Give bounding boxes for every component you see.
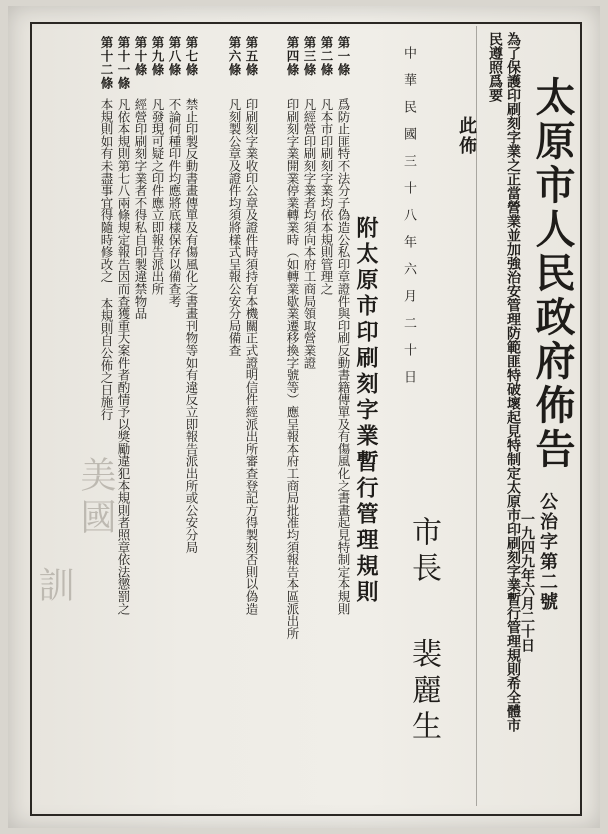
notice-date: 一九四九年六月二十日 [519, 512, 535, 652]
article-label: 第四條 [285, 36, 300, 77]
article-text: 凡刻製公章及證件均須將樣式呈報公安分局備查 [227, 98, 242, 357]
rules-issue-date: 中華民國三十八年六月二十日 [401, 46, 416, 397]
signature-name: 裴麗生 [406, 638, 441, 746]
preamble-line: 民遵照爲要 [487, 32, 503, 102]
article-label: 第八條 [167, 36, 182, 77]
article-text: 凡本市印刷刻字業均依本規則管理之 [319, 98, 334, 295]
article-text: 印刷刻字業開業停業轉業時（如轉業歇業遷移換字號等）應呈報本府工商局批准均須報告本區派出所 [285, 98, 300, 640]
article-label: 第六條 [227, 36, 242, 77]
article-text: 凡發現可疑之印件應立即報告派出所 [150, 98, 165, 295]
article-label: 第二條 [319, 36, 334, 77]
article-label: 第十條 [133, 36, 148, 77]
article-label: 第九條 [150, 36, 165, 77]
article-label: 第十一條 [116, 36, 131, 90]
notice-page [8, 6, 600, 828]
article-label: 第五條 [244, 36, 259, 77]
bleed-through-text: 美國 [75, 456, 116, 540]
article-label: 第一條 [336, 36, 351, 77]
preamble-closing: 此佈 [456, 116, 477, 156]
article-text: 凡經營印刷刻字業者均須向本府工商局領取營業證 [302, 98, 317, 369]
article-text: 凡依本規則第七八兩條規定報告因而查獲重大案件者酌情予以獎勵違犯本規則者照章依法懲罰之 [116, 98, 131, 615]
article-text: 本規則如有未盡事宜得隨時修改之 本規則自公佈之日施行 [99, 98, 114, 421]
article-label: 第三條 [302, 36, 317, 77]
article-label: 第十二條 [99, 36, 114, 90]
article-text: 爲防止匪特不法分子偽造公私印章證件與印刷反動書籍傳單及有傷風化之書畫起見特制定本規則 [336, 98, 351, 615]
article-text: 印刷刻字業收印公章及證件時須持有本機關正式證明信件經派出所審查登記方得製刻否則以偽造 [244, 98, 259, 615]
preamble-line: 為了保護印刷刻字業之正當營業並加強治安管理防範匪特破壞起見特制定太原市印刷刻字業暫行管理規則希全體市 [505, 32, 521, 732]
column-divider [476, 26, 477, 806]
article-label: 第七條 [184, 36, 199, 77]
signature-title: 市長 [406, 516, 441, 588]
article-text: 禁止印製反動書畫傳單及有傷風化之書畫刊物等如有違反立即報告派出所或公安分局 [184, 98, 199, 554]
bleed-through-text: 訓 [33, 566, 74, 608]
notice-number: 公治字第二號 [537, 492, 558, 612]
notice-title: 太原市人民政府佈告 [529, 76, 576, 472]
article-text: 不論何種印件均應將底樣保存以備查考 [167, 98, 182, 308]
rules-heading: 附太原市印刷刻字業暫行管理規則 [353, 216, 379, 606]
article-text: 經營印刷刻字業者不得私自印製違禁物品 [133, 98, 148, 320]
